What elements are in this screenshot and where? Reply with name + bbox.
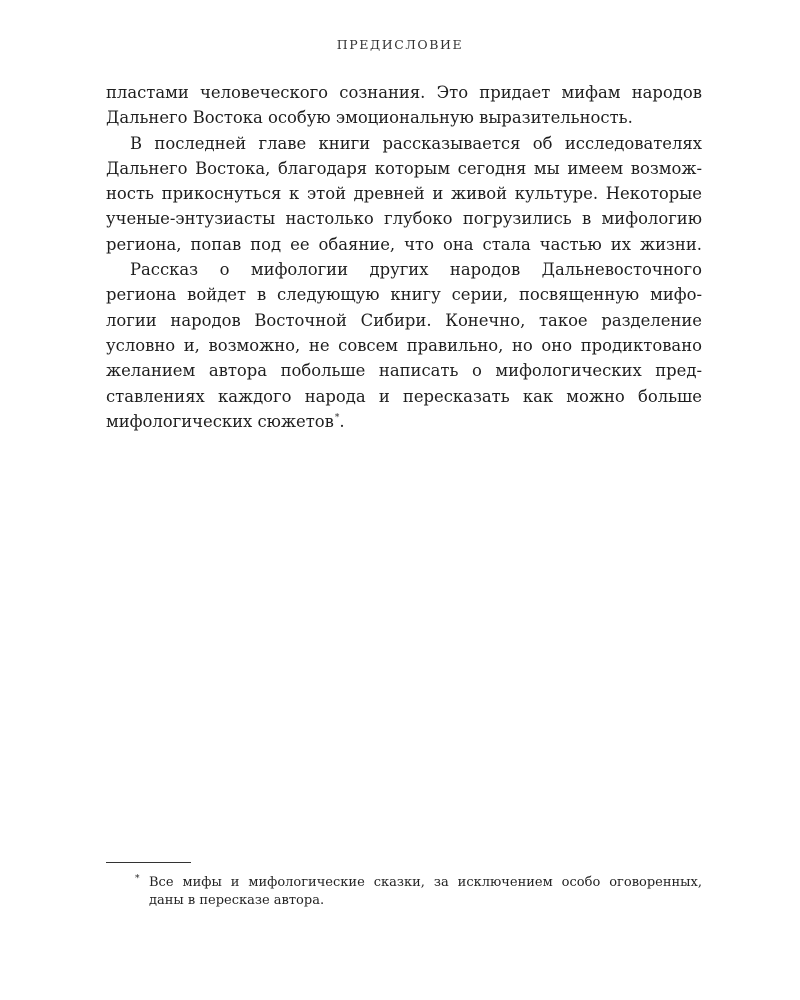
text-line: ученые-энтузиасты настолько глубоко погрузились в мифологию: [106, 209, 702, 229]
text-line: Дальнего Востока, благодаря которым сегодня мы имеем возмож-: [106, 158, 702, 178]
running-head: ПРЕДИСЛОВИЕ: [336, 37, 464, 52]
text-line: Дальнего Востока особую эмоциональную выразительность.: [106, 108, 633, 128]
text-line-last: [106, 409, 702, 434]
paragraph-1: [106, 80, 702, 131]
text-line: условно и, возможно, не совсем правильно, но оно продиктовано: [106, 335, 702, 355]
body-text: [106, 80, 702, 434]
text-line: Рассказ о мифологии других народов Дальневосточного: [130, 260, 702, 280]
footnote-line: Все мифы и мифологические сказки, за исключением особо оговоренных,: [149, 875, 702, 890]
footnote-mark: *: [135, 874, 140, 884]
paragraph-3: [106, 257, 702, 434]
text-line: пластами человеческого сознания. Это придает мифам народов: [106, 83, 702, 102]
sentence-end: .: [339, 411, 345, 431]
footnote-divider: [106, 862, 191, 863]
text-line: региона войдет в следующую книгу серии, посвященную мифо-: [106, 285, 702, 305]
footnote-line: даны в пересказе автора.: [149, 893, 325, 908]
text-line: желанием автора побольше написать о мифологических пред-: [106, 361, 702, 381]
text-line: В последней главе книги рассказывается об исследователях: [130, 133, 702, 153]
footnote: [132, 874, 702, 910]
text-line: ность прикоснуться к этой древней и живой культуре. Некоторые: [106, 184, 702, 204]
paragraph-2: [106, 131, 702, 257]
text-line: логии народов Восточной Сибири. Конечно, такое разделение: [106, 310, 702, 330]
text-line-content: мифологических сюжетов: [106, 411, 334, 431]
text-line: ставлениях каждого народа и пересказать как можно больше: [106, 386, 702, 406]
text-line: региона, попав под ее обаяние, что она стала частью их жизни.: [106, 234, 702, 254]
footnote-reference[interactable]: *: [334, 412, 340, 423]
